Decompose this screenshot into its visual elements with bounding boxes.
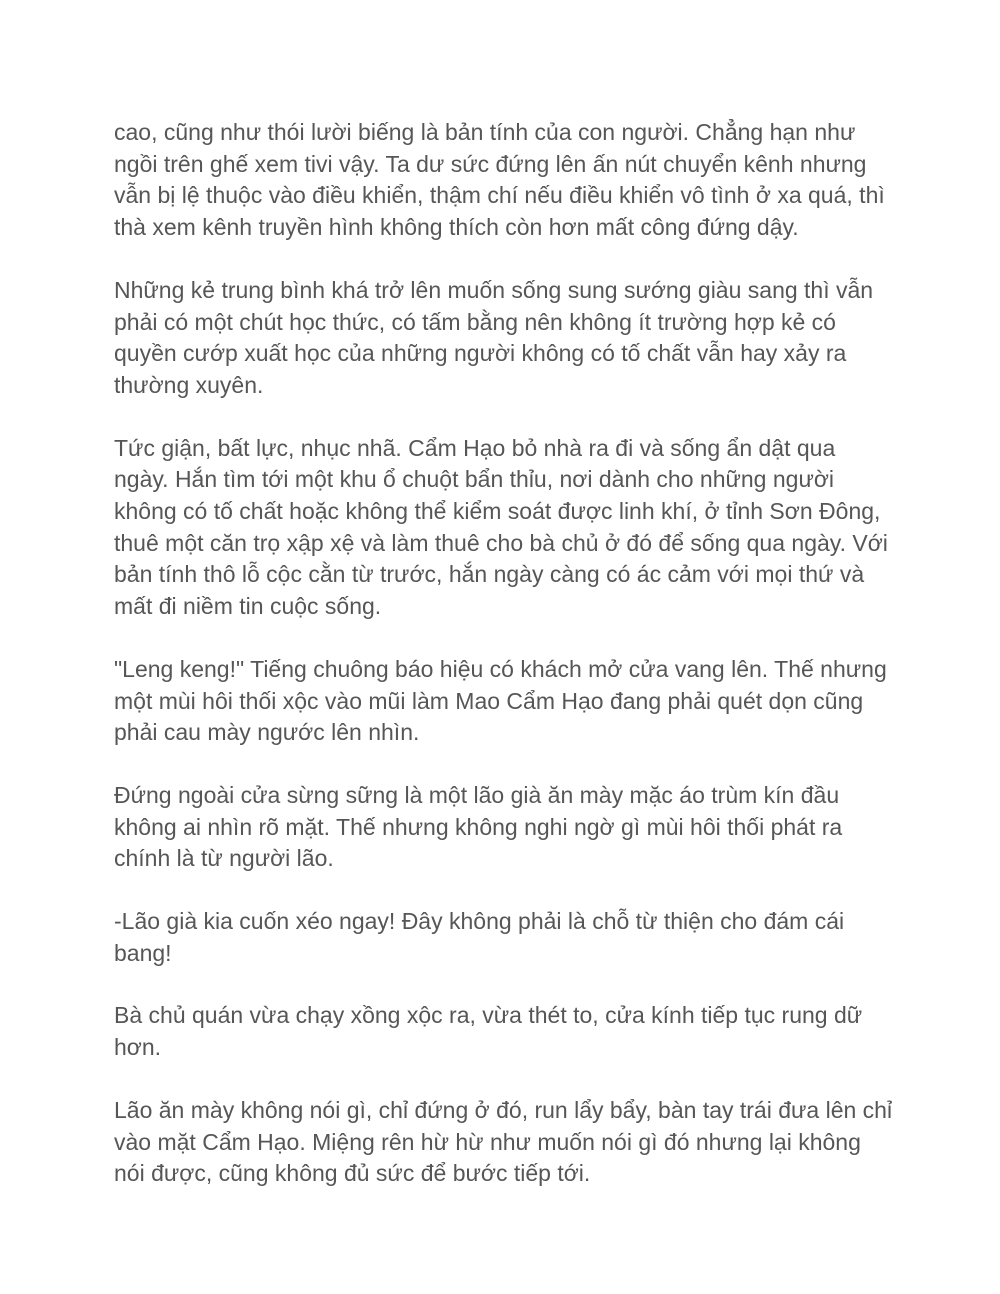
story-paragraph: "Leng keng!" Tiếng chuông báo hiệu có khách mở cửa vang lên. Thế nhưng một mùi hôi thối xộc vào mũi làm Mao Cẩm Hạo đang phải quét dọn cũng phải cau mày ngước lên nhìn. — [114, 655, 887, 746]
story-content — [114, 117, 894, 1221]
story-paragraph: Những kẻ trung bình khá trở lên muốn sống sung sướng giàu sang thì vẫn phải có một chút học thức, có tấm bằng nên không ít trường hợp kẻ có quyền cướp xuất học của những người không có tố chất vẫn hay xảy ra thường xuyên. — [114, 276, 874, 398]
story-paragraph: Tức giận, bất lực, nhục nhã. Cẩm Hạo bỏ nhà ra đi và sống ẩn dật qua ngày. Hắn tìm tới một khu ổ chuột bẩn thỉu, nơi dành cho những người không có tố chất hoặc không thể kiểm soát được linh khí, ở tỉnh Sơn Đông, thuê một căn trọ xập xệ và làm thuê cho bà chủ ở đó để sống qua ngày. Với bản tính thô lỗ cộc cằn từ trước, hắn ngày càng có ác cảm với mọi thứ và mất đi niềm tin cuộc sống. — [114, 434, 888, 620]
story-paragraph: Bà chủ quán vừa chạy xồng xộc ra, vừa thét to, cửa kính tiếp tục rung dữ hơn. — [114, 1002, 863, 1061]
story-paragraph: cao, cũng như thói lười biếng là bản tính của con người. Chẳng hạn như ngồi trên ghế xem tivi vậy. Ta dư sức đứng lên ấn nút chuyển kênh nhưng vẫn bị lệ thuộc vào điều khiển, thậm chí nếu điều khiển vô tình ở xa quá, thì thà xem kênh truyền hình không thích còn hơn mất công đứng dậy. — [114, 119, 885, 241]
story-paragraph: Đứng ngoài cửa sừng sững là một lão già ăn mày mặc áo trùm kín đầu không ai nhìn rõ mặt. Thế nhưng không nghi ngờ gì mùi hôi thối phát ra chính là từ người lão. — [114, 781, 843, 872]
story-paragraph: -Lão già kia cuốn xéo ngay! Đây không phải là chỗ từ thiện cho đám cái bang! — [114, 908, 845, 966]
story-paragraph: Lão ăn mày không nói gì, chỉ đứng ở đó, run lẩy bẩy, bàn tay trái đưa lên chỉ vào mặt Cẩm Hạo. Miệng rên hừ hừ như muốn nói gì đó nhưng lại không nói được, cũng không đủ sức để bước tiếp tới. — [114, 1096, 893, 1187]
